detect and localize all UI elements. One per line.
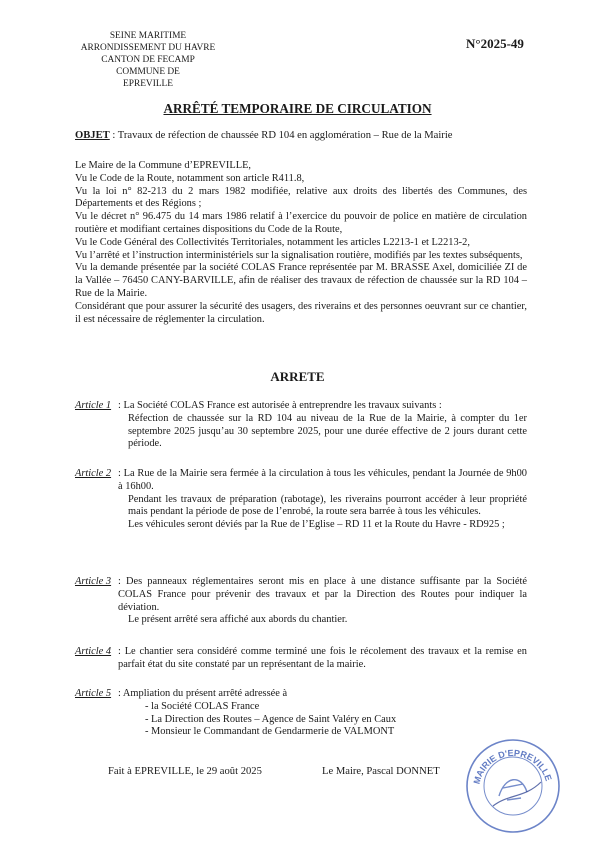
- article-text: : La Rue de la Mairie sera fermée à la circulation à tous les véhicules, pendant la Journée de 9h00 à 16h00.: [118, 468, 527, 492]
- article-text: Le présent arrêté sera affiché aux abords du chantier.: [128, 614, 348, 626]
- administrative-header: [68, 30, 228, 90]
- article-1: [75, 400, 527, 451]
- article-text: Les véhicules seront déviés par la Rue de l’Eglise – RD 11 et la Route du Havre - RD925 ;: [128, 519, 505, 531]
- signer-name: Le Maire, Pascal DONNET: [322, 766, 440, 777]
- preamble-line: Vu le Code Général des Collectivités Territoriales, notamment les articles L2213-1 et L2213-2,: [75, 236, 470, 248]
- article-text: : Le chantier sera considéré comme terminé une fois le récolement des travaux et la remise en parfait état du site constaté par un représentant de la mairie.: [118, 646, 527, 670]
- article-label: Article 1: [75, 400, 112, 411]
- article-label: Article 3: [75, 576, 112, 587]
- header-line: ARRONDISSEMENT DU HAVRE: [80, 43, 216, 53]
- preamble-line: Vu la demande présentée par la société COLAS France représentée par M. BRASSE Axel, domiciliée ZI de la Vallée – 76450 CANY-BARVILLE, afin de réaliser des travaux de réfection de chaussée sur la RD 104 – Rue de la Mairie.: [75, 262, 527, 299]
- header-line: COMMUNE DE: [116, 67, 180, 77]
- list-item: - La Direction des Routes – Agence de Saint Valéry en Caux: [145, 713, 397, 725]
- header-line: EPREVILLE: [123, 79, 173, 89]
- recipient-list: [75, 701, 527, 739]
- list-item: - Monsieur le Commandant de Gendarmerie de VALMONT: [145, 726, 395, 738]
- article-text: Réfection de chaussée sur la RD 104 au niveau de la Rue de la Mairie, à compter du 1er septembre 2025 jusqu’au 30 septembre 2025, pour une durée effective de 2 jours durant cette période.: [128, 412, 527, 450]
- mairie-stamp: [463, 736, 563, 836]
- preamble-line: Vu l’arrêté et l’instruction interministériels sur la signalisation routière, modifiés par les textes subséquents,: [75, 249, 523, 261]
- document-title: [0, 101, 595, 117]
- preamble-line: Vu le décret n° 96.475 du 14 mars 1986 relatif à l’exercice du pouvoir de police en matière de circulation routière et modifiant certaines dispositions du Code de la Route,: [75, 211, 527, 235]
- article-text: : La Société COLAS France est autorisée à entreprendre les travaux suivants :: [118, 400, 442, 411]
- arrete-heading: ARRETE: [270, 369, 325, 384]
- preamble-line: Vu le Code de la Route, notamment son article R411.8,: [75, 172, 305, 184]
- preamble: [75, 160, 527, 326]
- article-4: [75, 646, 527, 672]
- objet-label: OBJET: [75, 130, 110, 141]
- article-5: [75, 688, 527, 739]
- title-text: ARRÊTÉ TEMPORAIRE DE CIRCULATION: [163, 101, 432, 116]
- article-label: Article 4: [75, 646, 112, 657]
- article-text: : Des panneaux réglementaires seront mis en place à une distance suffisante par la Société COLAS France pour prévenir des travaux et par la Direction des Routes pour indiquer la déviation.: [118, 576, 527, 613]
- article-2: [75, 468, 527, 532]
- header-line: SEINE MARITIME: [109, 31, 187, 41]
- preamble-line: Vu la loi n° 82-213 du 2 mars 1982 modifiée, relative aux droits des libertés des Communes, des Départements et des Régions ;: [75, 185, 527, 210]
- objet-line: [75, 130, 452, 141]
- article-label: Article 5: [75, 688, 112, 699]
- article-3: [75, 576, 527, 627]
- header-line: CANTON DE FECAMP: [101, 55, 195, 65]
- article-text: Pendant les travaux de préparation (rabotage), les riverains pourront accéder à leur propriété mais pendant la période de pose de l’enrobé, la route sera barrée à tous les véhicules.: [128, 493, 527, 518]
- preamble-line: Le Maire de la Commune d’EPREVILLE,: [75, 160, 252, 171]
- article-text: : Ampliation du présent arrêté adressée à: [118, 688, 288, 699]
- list-item: - la Société COLAS France: [145, 700, 260, 712]
- article-label: Article 2: [75, 468, 112, 479]
- place-date: Fait à EPREVILLE, le 29 août 2025: [108, 766, 262, 777]
- decree-number: N°2025-49: [466, 36, 524, 51]
- stamp-text: MAIRIE D'EPREVILLE: [471, 747, 554, 786]
- objet-text: : Travaux de réfection de chaussée RD 104 en agglomération – Rue de la Mairie: [109, 130, 453, 141]
- preamble-line: Considérant que pour assurer la sécurité des usagers, des riverains et des personnes oeuvrant sur ce chantier, il est nécessaire de réglementer la circulation.: [75, 300, 527, 325]
